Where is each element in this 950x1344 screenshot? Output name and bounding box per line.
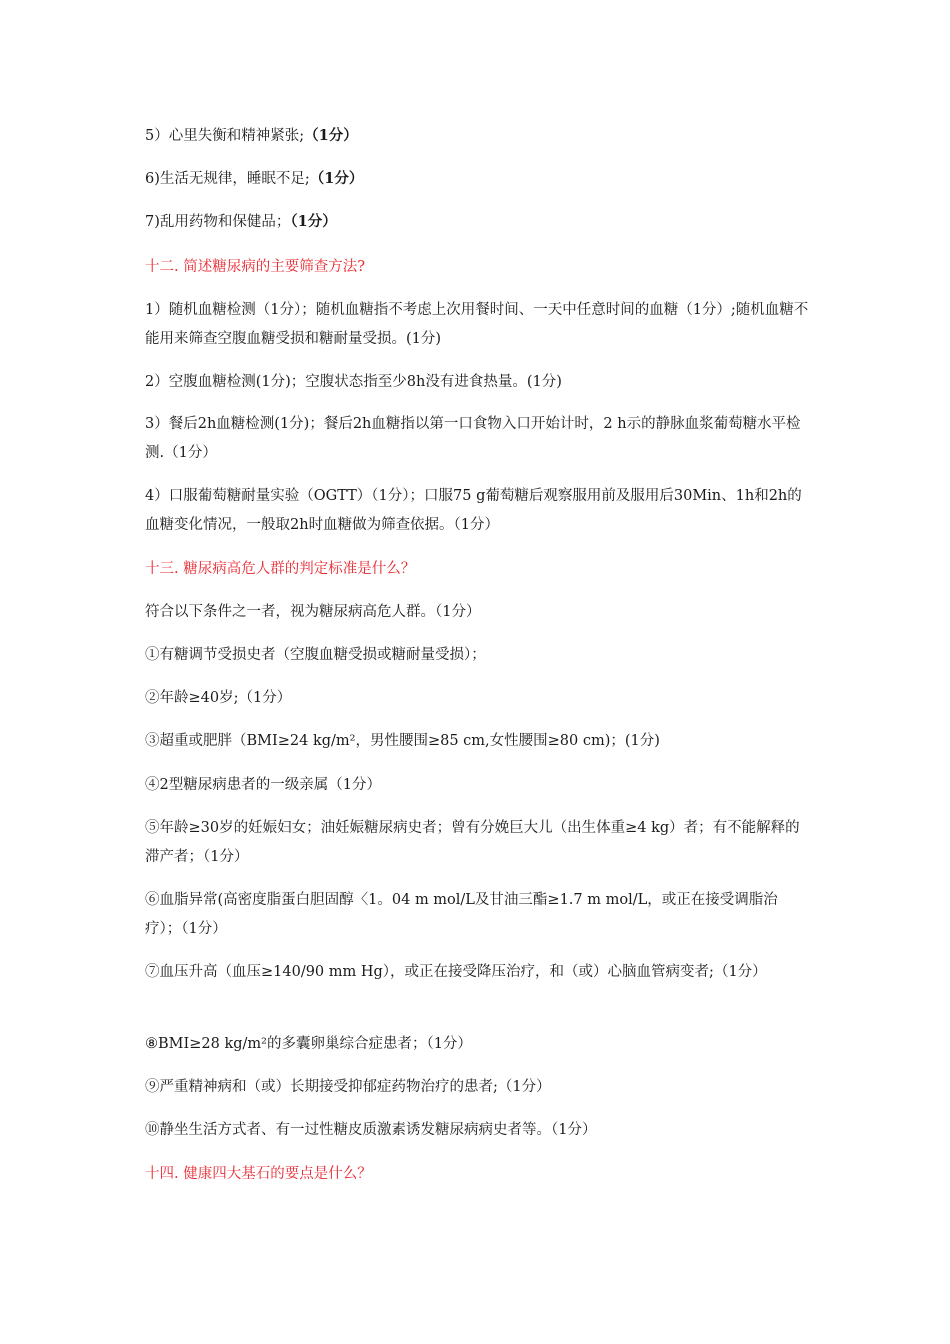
criteria-item-9: ⑨严重精神病和（或）长期接受抑郁症药物治疗的患者;（1分） — [145, 1079, 551, 1095]
section-heading-12: 十二. 简述糖尿病的主要筛查方法? — [145, 259, 365, 275]
criteria-item-10: ⑩静坐生活方式者、有一过性糖皮质激素诱发糖尿病病史者等。（1分） — [145, 1122, 597, 1138]
paragraph-ogtt: 4）口服葡萄糖耐量实验（OGTT）（1分）；口服75 g葡萄糖后观察服用前及服用后30Min、1h和2h的血糖变化情况，一般取2h时血糖做为筛查依据。（1分） — [145, 488, 802, 533]
criteria-item-6: ⑥血脂异常(高密度脂蛋白胆固醇〈1。04 m mol/L及甘油三酯≥1.7 m mol/L，或正在接受调脂治疗）；（1分） — [145, 892, 778, 937]
score-label: （1分） — [304, 127, 358, 144]
paragraph-text: 6)生活无规律，睡眠不足; — [145, 171, 310, 187]
criteria-item-4: ④2型糖尿病患者的一级亲属（1分） — [145, 777, 381, 793]
criteria-item-1: ①有糖调节受损史者（空腹血糖受损或糖耐量受损）； — [145, 647, 486, 663]
criteria-item-8: ⑧BMI≥28 kg/m²的多囊卵巢综合症患者；（1分） — [145, 1036, 472, 1052]
paragraph-text: 7)乱用药物和保健品； — [145, 214, 291, 230]
criteria-item-7: ⑦血压升高（血压≥140/90 mm Hg），或正在接受降压治疗，和（或）心脑血管病变者;（1分） — [145, 964, 767, 980]
section-heading-13: 十三. 糖尿病高危人群的判定标准是什么？ — [145, 561, 416, 577]
paragraph-random-glucose: 1）随机血糖检测（1分）；随机血糖指不考虑上次用餐时间、一天中任意时间的血糖（1分）;随机血糖不能用来筛查空腹血糖受损和糖耐量受损。(1分) — [145, 302, 809, 347]
section-heading-14: 十四. 健康四大基石的要点是什么？ — [145, 1166, 372, 1182]
criteria-item-2: ②年龄≥40岁;（1分） — [145, 690, 292, 706]
paragraph-item-6 — [145, 164, 810, 194]
paragraph-fasting-glucose: 2）空腹血糖检测(1分)；空腹状态指至少8h没有进食热量。(1分) — [145, 374, 562, 390]
criteria-item-5: ⑤年龄≥30岁的妊娠妇女；油妊娠糖尿病史者；曾有分娩巨大儿（出生体重≥4 kg）者；有不能解释的滞产者；（1分） — [145, 820, 800, 865]
paragraph-text: 5）心里失衡和精神紧张; — [145, 128, 305, 144]
paragraph-intro: 符合以下条件之一者，视为糖尿病高危人群。（1分） — [145, 604, 481, 620]
paragraph-item-5 — [145, 121, 810, 151]
paragraph-postprandial-glucose: 3）餐后2h血糖检测(1分)；餐后2h血糖指以第一口食物入口开始计时，2 h示的静脉血浆葡萄糖水平检测.（1分） — [145, 416, 801, 461]
score-label: （1分） — [309, 170, 364, 187]
score-label: （1分） — [290, 213, 337, 230]
criteria-item-3: ③超重或肥胖（BMI≥24 kg/m²，男性腰围≥85 cm,女性腰围≥80 cm)；(1分) — [145, 733, 660, 749]
paragraph-item-7 — [145, 207, 810, 237]
